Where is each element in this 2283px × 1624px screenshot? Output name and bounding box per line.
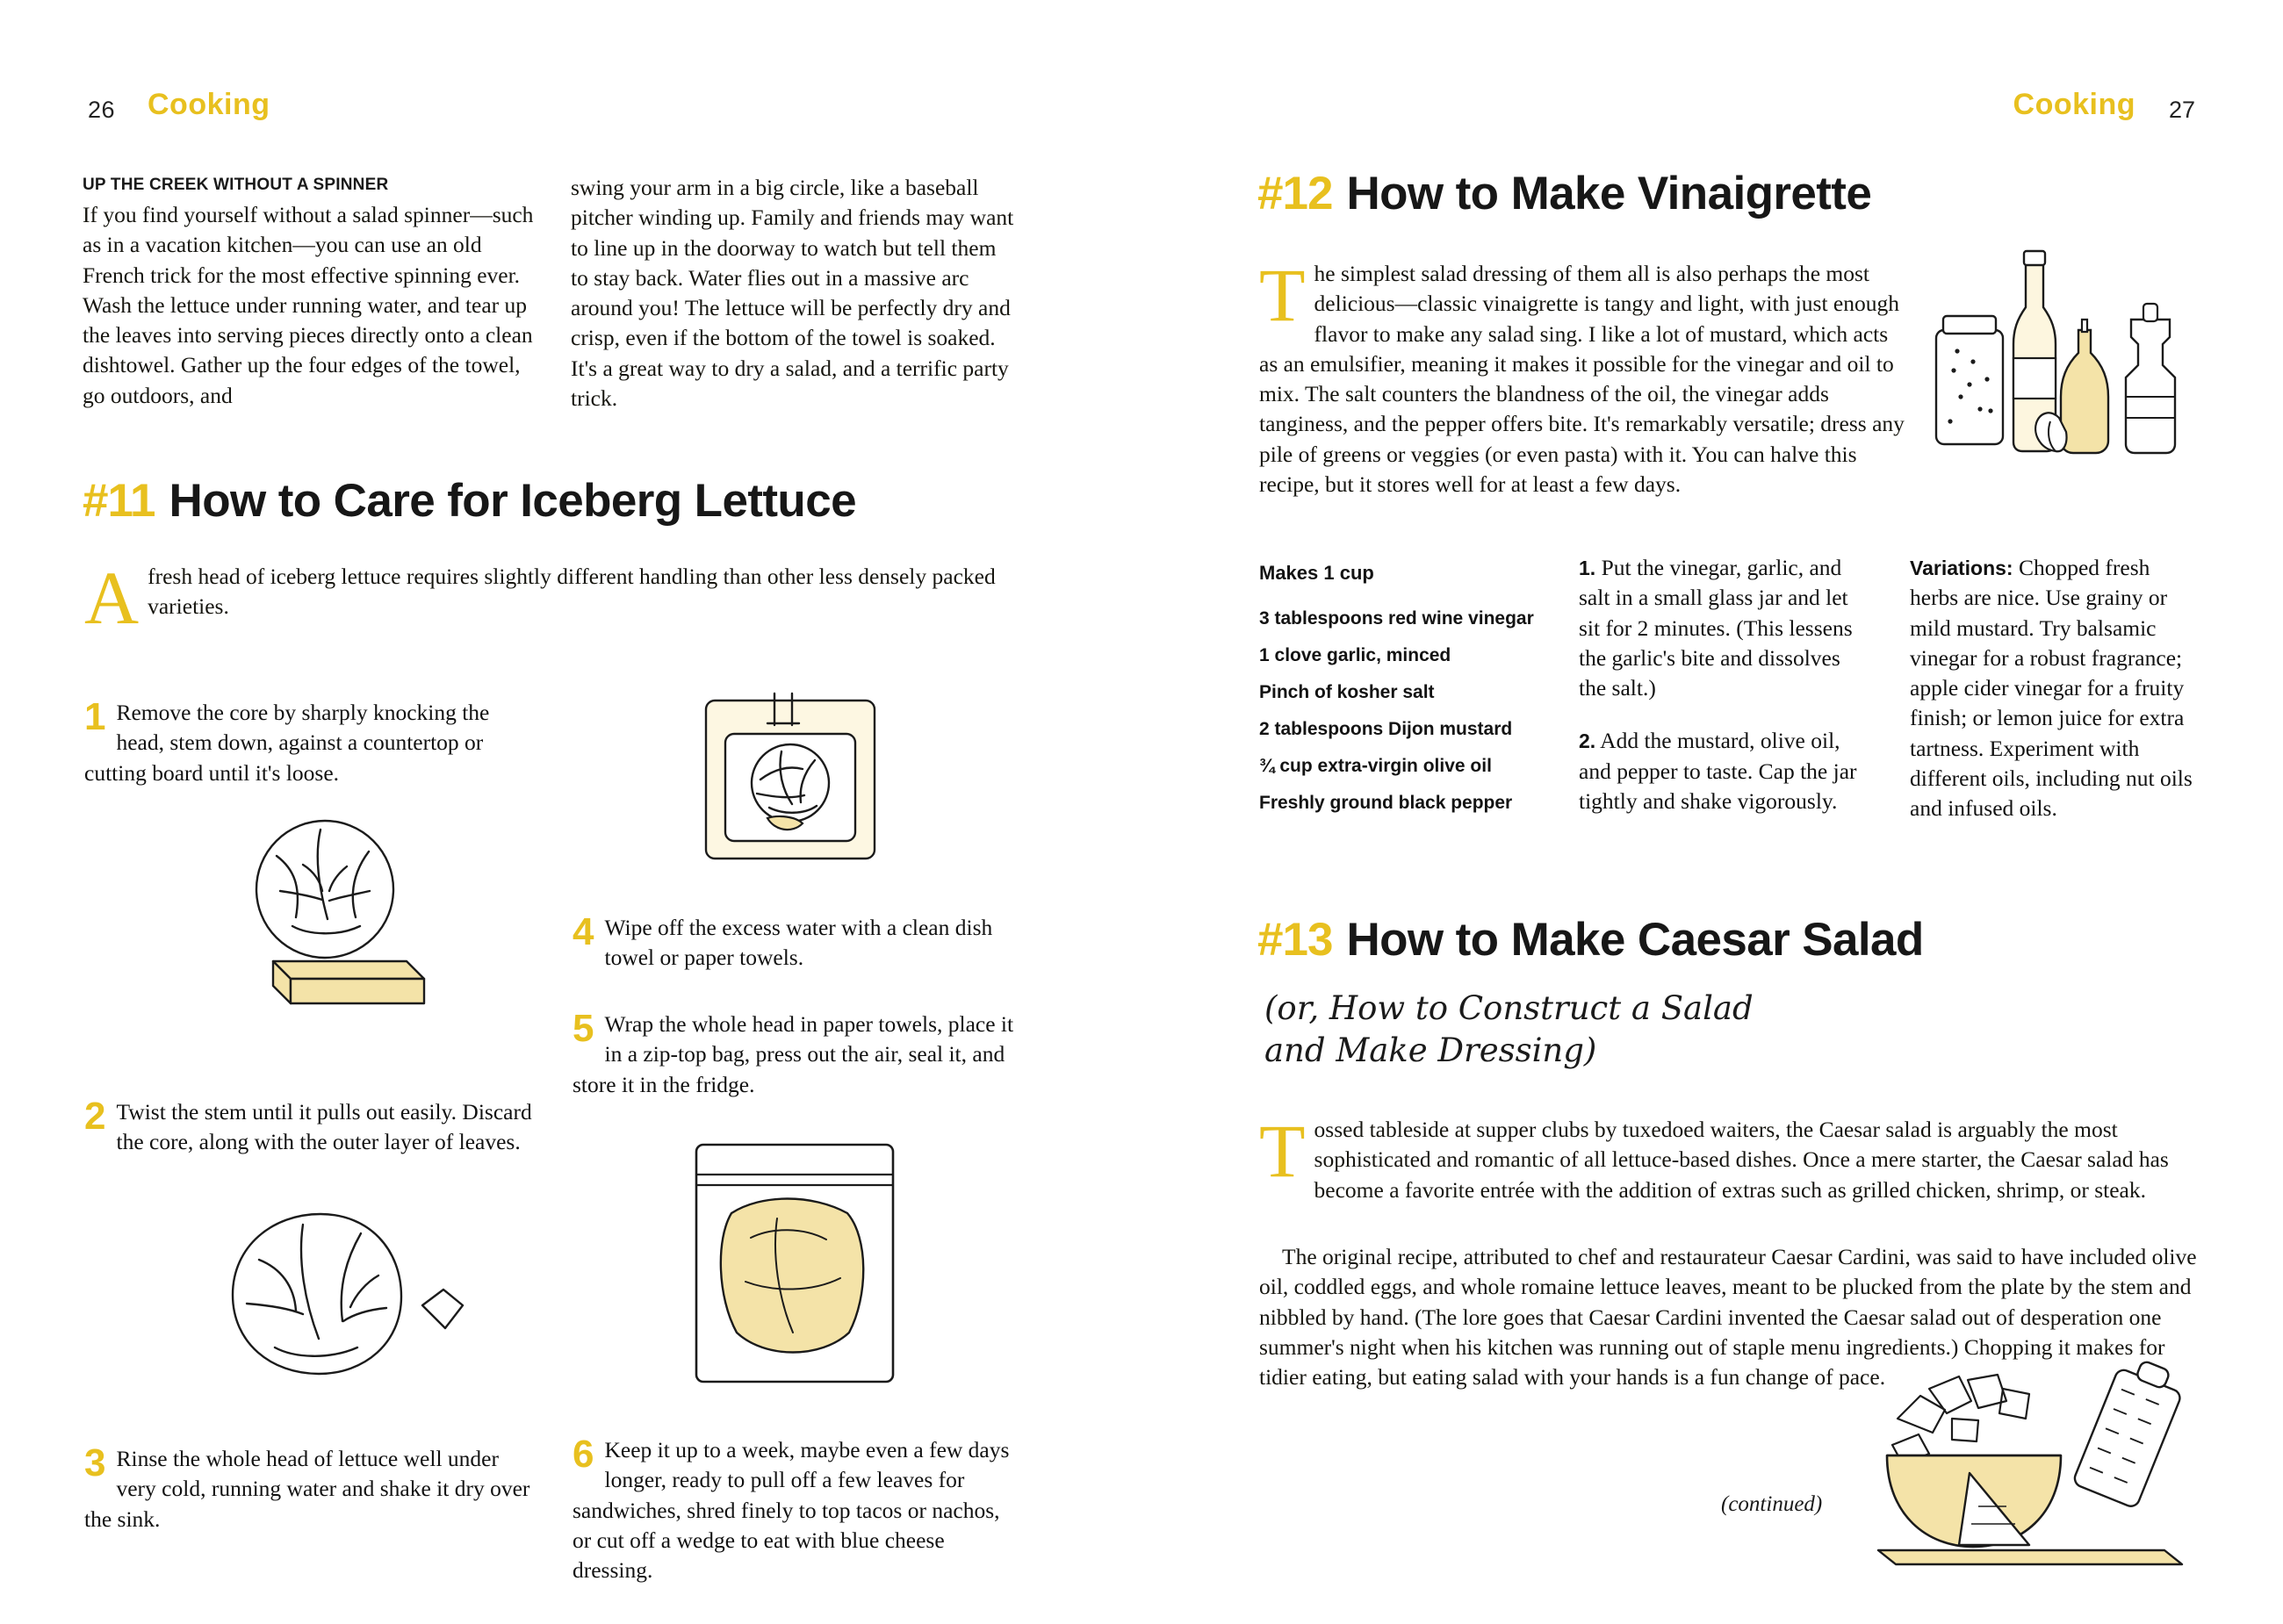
section-11-title: [83, 474, 856, 528]
iceberg-core-removed-illustration: [206, 1198, 496, 1400]
ingredient-item: 1 clove garlic, minced: [1259, 645, 1451, 665]
step-5-number: 5: [573, 1007, 594, 1050]
recipe-ingredients-block: [1259, 562, 1549, 822]
ingredient-item: 3 tablespoons red wine vinegar: [1259, 608, 1534, 629]
section-12-intro-text: he simplest salad dressing of them all is also perhaps the most delicious—classic vinaigrette is tangy and light, with just enough flavor to make any salad sing. I like a lot of mustard, which acts as an emulsifier, meaning it makes it possible for the vinegar and oil to mix. The salt counters the blandness of the oil, the vinegar adds tanginess, and the pepper offers bite. It's remarkably versatile; dress any pile of greens or veggies (or even pasta) with it. You can halve this recipe, but it stores well for at least a few days.: [1259, 261, 1905, 498]
recipe-step-1-number: 1.: [1579, 557, 1596, 579]
step-3-text: Rinse the whole head of lettuce well under very cold, running water and shake it dry over the sink.: [84, 1446, 530, 1532]
section-13-para2-text: The original recipe, attributed to chef and restaurateur Caesar Cardini, was said to have included olive oil, coddled eggs, and whole romaine lettuce leaves, meant to be plucked from the plate by the stem and nibbled by hand. (The lore goes that Caesar Cardini invented the Caesar salad out of desperation one summer's night when his kitchen was running out of staple menu ingredients.) Chopping it makes for tidier eating, but eating salad with your hands is a fun change of pace.: [1259, 1244, 2197, 1390]
section-13-title: [1257, 913, 1924, 966]
step-1: [84, 695, 532, 788]
recipe-yield: Makes 1 cup: [1259, 562, 1374, 584]
running-head-left: Cooking: [148, 88, 270, 121]
ingredient-item: Freshly ground black pepper: [1259, 793, 1513, 813]
recipe-variations-block: [1910, 553, 2200, 824]
step-1-text: Remove the core by sharply knocking the head, stem down, against a countertop or cutting board until it's loose.: [84, 700, 490, 786]
section-13-dropcap: T: [1259, 1109, 1306, 1193]
step-1-number: 1: [84, 695, 106, 738]
step-2-number: 2: [84, 1095, 106, 1138]
section-11-dropcap: A: [84, 556, 140, 640]
continued-note: (continued): [1721, 1492, 1823, 1516]
running-head-right: Cooking: [2013, 88, 2135, 121]
section-13-number: #13: [1257, 914, 1333, 966]
section-12-dropcap: T: [1259, 253, 1306, 337]
sidebar-block: [83, 176, 539, 411]
caesar-salad-bowl-illustration: [1875, 1343, 2200, 1571]
recipe-step-1: [1579, 553, 1860, 703]
ingredient-item: 2 tablespoons Dijon mustard: [1259, 719, 1513, 739]
section-12-title: [1257, 167, 1871, 220]
variations-text: Chopped fresh herbs are nice. Use grainy or mild mustard. Try balsamic vinegar for a robust fragrance; apple cider vinegar for a fruity finish; or lemon juice for extra tartness. Experiment with different oils, including nut oils and infused oils.: [1910, 555, 2193, 822]
section-11-intro: [84, 556, 1015, 640]
step-4: [573, 910, 1020, 974]
ingredient-item: Pinch of kosher salt: [1259, 682, 1435, 702]
folio-left: 26: [88, 97, 116, 123]
step-5-text: Wrap the whole head in paper towels, place it in a zip-top bag, press out the air, seal it, and store it in the fridge.: [573, 1011, 1014, 1097]
section-11-intro-text: fresh head of iceberg lettuce requires slightly different handling than other less densely packed varieties.: [148, 564, 996, 620]
recipe-steps-block: [1579, 553, 1860, 816]
section-13-subtitle-line2: and Make Dressing): [1264, 1031, 1597, 1070]
folio-right: 27: [2168, 97, 2195, 123]
sidebar-heading: UP THE CREEK WITHOUT A SPINNER: [83, 176, 389, 194]
sidebar-col2: swing your arm in a big circle, like a baseball pitcher winding up. Family and friends may want to line up in the doorway to watch but tell them to stay back. Water flies out in a massive arc around you! The lettuce will be perfectly dry and crisp, even if the bottom of the towel is soaked. It's a great way to dry a salad, and a terrific party trick.: [571, 175, 1014, 412]
section-13-subtitle: [1264, 988, 1754, 1072]
section-11-heading: How to Care for Iceberg Lettuce: [169, 475, 856, 527]
vinaigrette-ingredients-illustration: [1927, 246, 2191, 509]
step-2-text: Twist the stem until it pulls out easily. Discard the core, along with the outer layer of leaves.: [116, 1099, 532, 1155]
section-12-number: #12: [1257, 168, 1333, 219]
recipe-step-2-text: Add the mustard, olive oil, and pepper to taste. Cap the jar tightly and shake vigorously.: [1579, 728, 1857, 815]
variations-label: Variations:: [1910, 557, 2013, 579]
ingredient-item: ¾ cup extra-virgin olive oil: [1259, 756, 1492, 776]
section-13-heading: How to Make Caesar Salad: [1346, 914, 1924, 966]
step-4-number: 4: [573, 910, 594, 953]
step-3: [84, 1441, 532, 1534]
section-13-para1-text: ossed tableside at supper clubs by tuxedoed waiters, the Caesar salad is arguably the most sophisticated and romantic of all lettuce-based dishes. Once a mere starter, the Caesar salad has become a favorite entrée with the addition of extras such as grilled chicken, shrimp, or steak.: [1314, 1117, 2169, 1203]
step-6-text: Keep it up to a week, maybe even a few days longer, ready to pull off a few leaves for sandwiches, shred finely to top tacos or nachos, or cut off a wedge to eat with blue cheese dressing.: [573, 1437, 1010, 1584]
iceberg-head-on-board-illustration: [189, 803, 487, 1018]
sidebar-col1: If you find yourself without a salad spinner—such as in a vacation kitchen—you can use an old French trick for the most effective spinning ever. Wash the lettuce under running water, and tear up the leaves into serving pieces directly onto a clean dishtowel. Gather up the four edges of the towel, go outdoors, and: [83, 202, 534, 408]
section-12-heading: How to Make Vinaigrette: [1346, 168, 1872, 219]
section-13-subtitle-line1: (or, How to Construct a Salad: [1264, 989, 1754, 1027]
sidebar-col2-block: [571, 173, 1019, 413]
recipe-step-1-text: Put the vinegar, garlic, and salt in a small glass jar and let sit for 2 minutes. (This lessens the garlic's bite and dissolves the salt.): [1579, 555, 1853, 701]
section-13-para1: [1259, 1109, 2199, 1205]
step-5: [573, 1007, 1020, 1100]
recipe-step-2: [1579, 726, 1860, 816]
step-6: [573, 1435, 1020, 1585]
lettuce-in-ziptop-bag-illustration: [681, 1132, 909, 1396]
step-4-text: Wipe off the excess water with a clean dish towel or paper towels.: [604, 915, 993, 971]
step-2: [84, 1097, 532, 1158]
step-3-number: 3: [84, 1441, 106, 1484]
step-6-number: 6: [573, 1433, 594, 1476]
section-12-intro: [1259, 253, 1909, 499]
lettuce-in-sink-illustration: [694, 685, 887, 873]
recipe-step-2-number: 2.: [1579, 729, 1596, 753]
section-11-number: #11: [83, 475, 155, 527]
